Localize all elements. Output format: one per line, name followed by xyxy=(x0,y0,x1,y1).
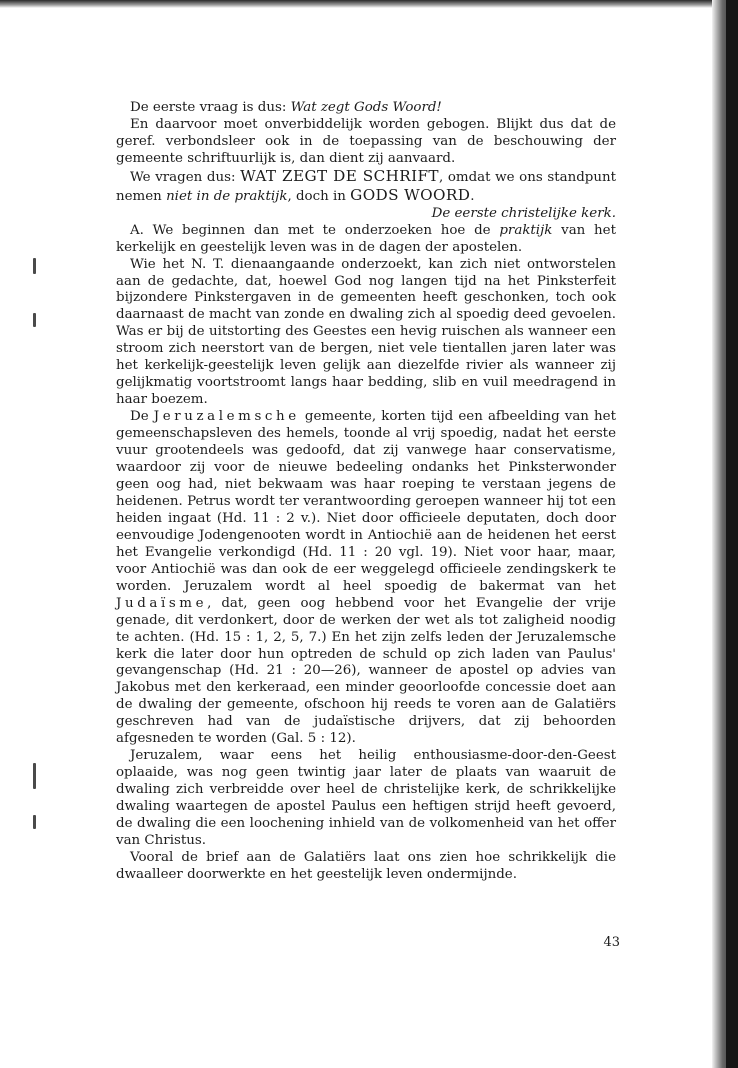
body-text xyxy=(116,100,616,884)
paragraph: Wie het N. T. dienaangaande onderzoekt, kan zich niet ontworstelen aan de gedachte, dat, hoewel God nog langen tijd na het Pinksterfeit bijzondere Pinkstergaven in de gemeenten heeft geschonken, toch ook daarnaast de macht van zonde en dwaling zich al spoedig deed gevoelen. Was er bij de uitstorting des Geestes een hevig ruischen als wanneer een stroom zich neerstort van de bergen, niet vele tientallen jaren later was het kerkelijk-geestelijk leven gelijk aan diezelfde rivier als wanneer zij gelijkmatig voortstroomt langs haar bedding, slib en vuil meedragend in haar boezem. xyxy=(116,256,616,408)
caps-phrase: GODS WOORD xyxy=(350,185,471,204)
text-span: A. We beginnen dan met te onderzoeken hoe de xyxy=(130,222,500,238)
paragraph: Vooral de brief aan de Galatiërs laat ons zien hoe schrikkelijk die dwaalleer doorwerkte en het geestelijk leven ondermijnde. xyxy=(116,849,616,882)
paragraph: En daarvoor moet onverbiddelijk worden gebogen. Blijkt dus dat de geref. verbondsleer ook in de toepassing van de beschouwing der gemeente schriftuurlijk is, dan dient zij aanvaard. xyxy=(116,116,616,166)
right-scan-border xyxy=(726,0,738,1068)
text-span: gemeente, korten tijd een afbeelding van het gemeenschapsleven des hemels, toonde al vrij spoedig, nadat het eerste vuur grootendeels was gedoofd, dat zij vanwege haar conservatisme, waardoor zij voor de nieuwe bedeeling ondanks het Pinksterwonder geen oog had, niet bekwaam was haar roeping te verstaan jegens de heidenen. Petrus wordt ter verantwoording geroepen wanneer hij tot een heiden ingaat (Hd. 11 : 2 v.). Niet door officieele deputaten, doch door eenvoudige Jodengenooten wordt in Antiochië aan de heidenen het eerst het Evangelie verkondigd (Hd. 11 : 20 vgl. 19). Niet voor haar, maar, voor Antiochië was dan ook de eer weggelegd officieele zendingskerk te worden. Jeruzalem wordt al heel spoedig de bakermat van het xyxy=(116,409,616,594)
page-number: 43 xyxy=(603,935,620,950)
top-scan-shadow xyxy=(0,0,738,8)
caps-phrase: WAT ZEGT DE SCHRIFT xyxy=(240,166,439,185)
text-span: van het kerkelijk en geestelijk leven was in de dagen der apostelen. xyxy=(116,222,616,255)
italic-question: Wat zegt Gods Woord! xyxy=(290,100,442,115)
section-heading: De eerste christelijke kerk. xyxy=(431,205,616,221)
text-span: , doch in xyxy=(287,188,351,204)
spaced-word: Jeruzalemsche xyxy=(153,409,300,425)
text-span: De eerste vraag is dus: xyxy=(130,100,291,115)
paragraph-question xyxy=(116,100,616,117)
italic-phrase: niet in de praktijk xyxy=(166,188,288,204)
text-span: We vragen dus: xyxy=(130,169,241,185)
margin-mark xyxy=(33,763,36,789)
text-span: . xyxy=(470,188,475,204)
text-span: , dat, geen oog hebbend voor het Evangelie der vrije genade, dit verdonkert, door de werken der wet als tot zaligheid noodig te achten. (Hd. 15 : 1, 2, 5, 7.) En het zijn zelfs leden der Jeruzalemsche kerk die later door hun optreden de schuld op zich laden van Paulus' gevangenschap (Hd. 21 : 20—26), wanneer de apostel op advies van Jakobus met den kerkeraad, een minder geoorloofde concessie doet aan de dwaling der gemeente, ofschoon hij reeds te voren aan de Galatiërs geschreven had van de judaïstische drijvers, dat zij behoorden afgesneden te worden (Gal. 5 : 12). xyxy=(116,595,616,747)
paragraph xyxy=(116,223,616,257)
margin-mark xyxy=(33,815,36,829)
margin-mark xyxy=(33,313,36,327)
spaced-word: Judaïsme xyxy=(116,595,208,611)
italic-word: praktijk xyxy=(499,222,553,238)
paragraph: Jeruzalem, waar eens het heilig enthousiasme-door-den-Geest oplaaide, was nog geen twintig jaar later de plaats van waaruit de dwaling zich verbreidde over heel de christelijke kerk, de schrikkelijke dwaling waartegen de apostel Paulus een heftigen strijd heeft gevoerd, de dwaling die een loochening inhield van de volkomenheid van het offer van Christus. xyxy=(116,748,616,848)
paragraph xyxy=(116,168,616,206)
margin-mark xyxy=(33,258,36,274)
text-span: De xyxy=(130,409,154,425)
text-span: , omdat we ons standpunt nemen xyxy=(116,169,616,204)
paragraph xyxy=(116,409,616,748)
